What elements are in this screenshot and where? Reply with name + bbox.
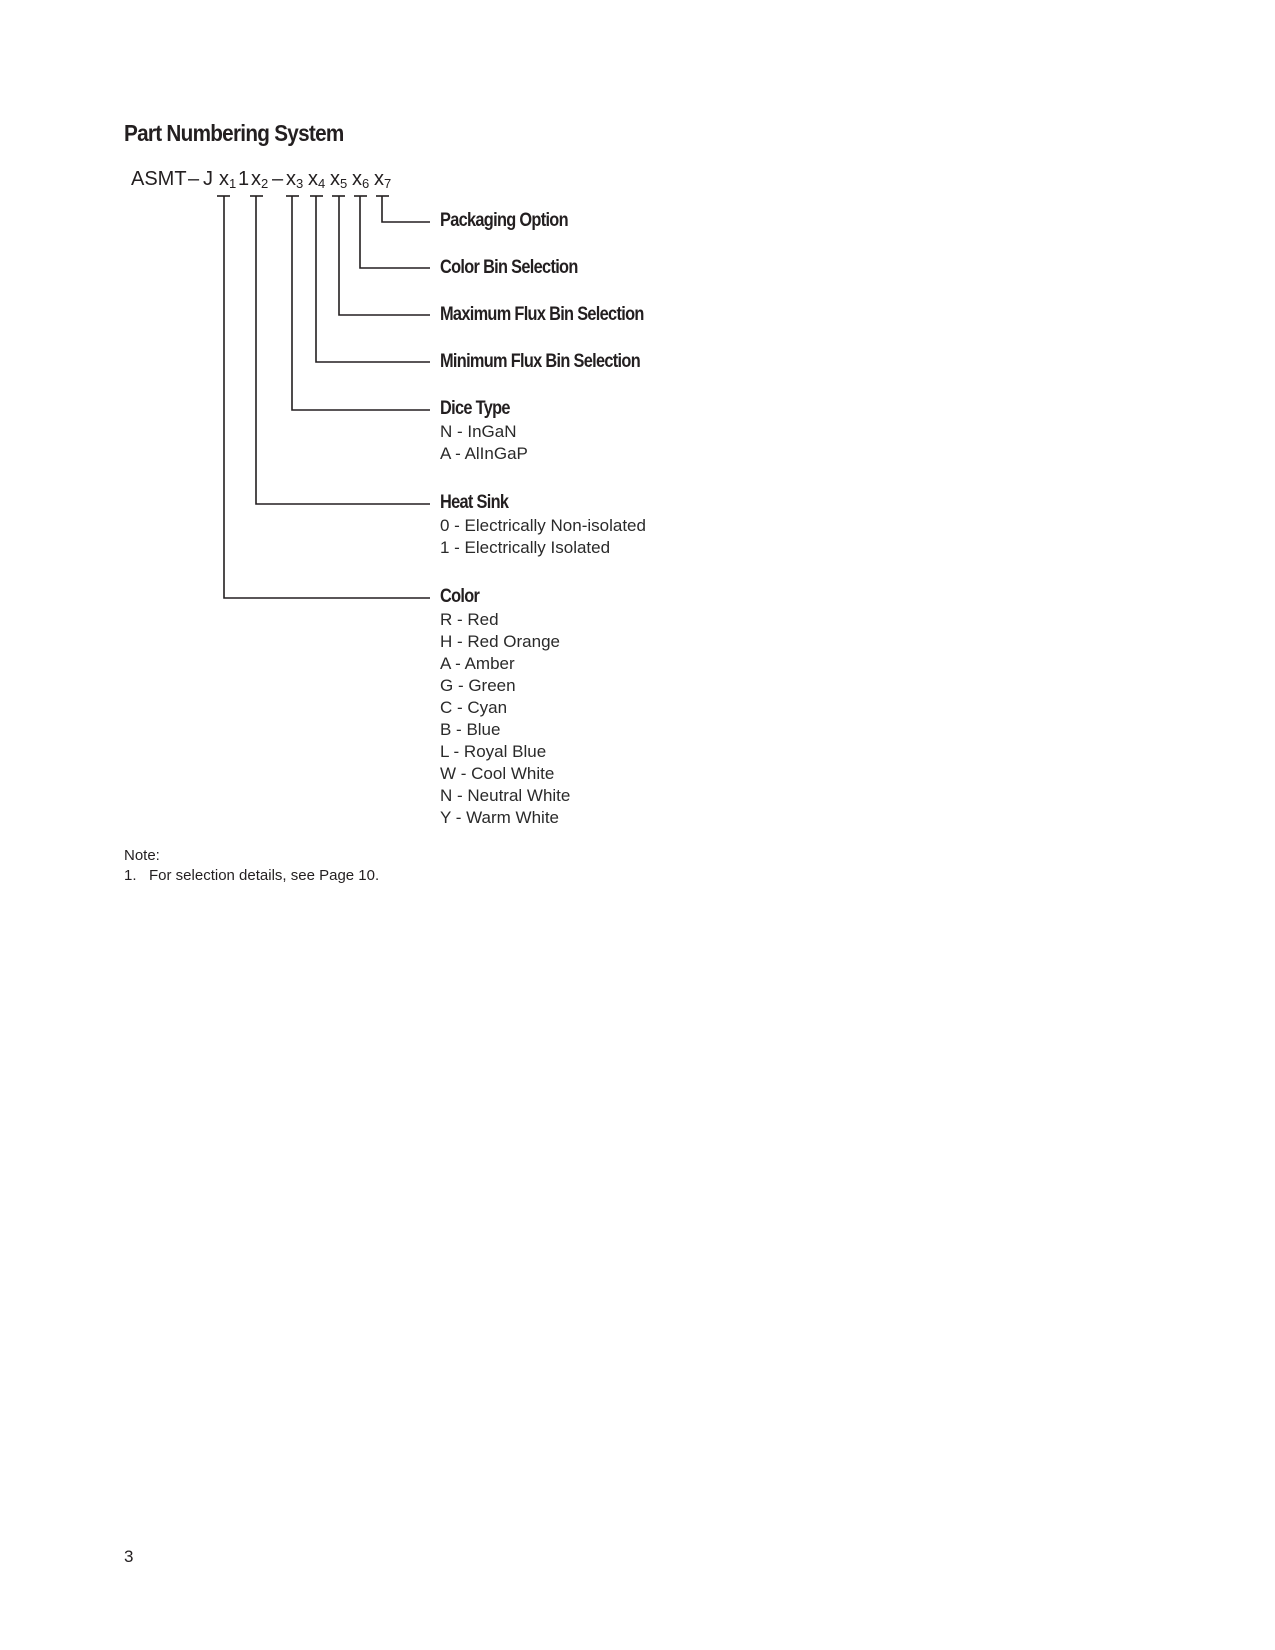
field-heading: Minimum Flux Bin Selection [440,351,641,372]
field-color [440,585,570,829]
option: N - Neutral White [440,786,571,805]
pn-j: J [203,168,213,190]
page-title: Part Numbering System [124,120,344,146]
pn-x1: $x_1$ [219,168,237,191]
leader-color [224,196,430,598]
field-heading: Packaging Option [440,210,568,231]
option: A - Amber [440,654,515,673]
field-heading: Color [440,586,480,607]
pn-x7: $x_7$ [374,168,392,191]
note-item: 1. For selection details, see Page 10. [124,867,380,884]
pn-prefix: ASMT [131,168,187,190]
option: H - Red Orange [440,632,560,651]
pn-x6: $x_6$ [352,168,370,191]
leader-min-flux [316,196,430,362]
note-label: Note: [124,847,160,864]
field-max-flux-bin [440,303,677,327]
option: B - Blue [440,720,501,739]
field-dice-type [440,397,528,465]
field-min-flux-bin [440,350,673,374]
field-heading: Maximum Flux Bin Selection [440,304,644,325]
field-heat-sink [440,491,646,559]
option: Y - Warm White [440,808,560,827]
leader-dice-type [292,196,430,410]
leader-heat-sink [256,196,430,504]
pn-literal-1: 1 [238,168,250,190]
field-heading: Dice Type [440,398,510,419]
page-number: 3 [124,1547,134,1566]
option: W - Cool White [440,764,555,783]
pn-dash-2: – [272,168,284,190]
option: 1 - Electrically Isolated [440,538,611,557]
field-packaging-option [440,209,589,233]
option: R - Red [440,610,499,629]
pn-x2: $x_2$ [251,168,269,191]
leader-max-flux [339,196,430,315]
field-heading: Color Bin Selection [440,257,578,278]
option: N - InGaN [440,422,517,441]
option: C - Cyan [440,698,508,717]
option: 0 - Electrically Non-isolated [440,516,646,535]
option: A - AlInGaP [440,444,528,463]
leader-packaging-option [382,196,430,222]
leader-color-bin [360,196,430,268]
pn-dash-1: – [188,168,200,190]
pn-x5: $x_5$ [330,168,348,191]
field-color-bin-selection [440,256,600,280]
pn-x3: $x_3$ [286,168,304,191]
field-heading: Heat Sink [440,492,509,513]
pn-x4: $x_4$ [308,168,326,191]
option: L - Royal Blue [440,742,547,761]
option: G - Green [440,676,516,695]
